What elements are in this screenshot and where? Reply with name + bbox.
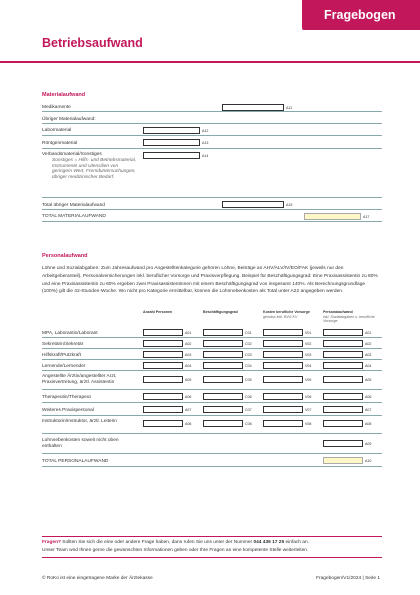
material-row-total-uebriger: [42, 198, 382, 210]
grad-input[interactable]: [203, 340, 243, 347]
notice-line2: Unser Team wird Ihnen gerne die gewünschten Informationen geben oder Ihre Fragen an eine kompetente Stelle weiterleiten.: [42, 548, 309, 553]
field-code: A13: [202, 141, 209, 145]
material-row-labormaterial: [42, 124, 382, 136]
grad-input[interactable]: [203, 406, 243, 413]
column-header-grad: Beschäftigungsgrad: [203, 310, 238, 314]
field-code: A08: [185, 422, 192, 426]
questions-notice: [42, 536, 382, 558]
grad-input[interactable]: [203, 329, 243, 336]
anzahl-input[interactable]: [143, 362, 183, 369]
field-code: C07: [245, 408, 252, 412]
title-divider: [0, 61, 420, 63]
material-section-title: Materialaufwand: [42, 92, 86, 98]
total-uebriger-input[interactable]: [222, 201, 284, 208]
field-code: A04: [185, 364, 192, 368]
row-label: Hilfskraft/Putzkraft: [42, 353, 81, 358]
grad-input[interactable]: [203, 351, 243, 358]
row-label: Total übriger Materialaufwand: [42, 203, 105, 208]
field-code: A14: [202, 154, 209, 158]
row-label: Angestellte Ärztin/angestellter Arzt, Praxisvertretung, ärztl. Assistentin: [42, 374, 117, 385]
lohnnebenkosten-input[interactable]: [323, 440, 363, 447]
grad-input[interactable]: [203, 393, 243, 400]
material-row-uebriger: [42, 112, 382, 124]
personalaufwand-input[interactable]: [323, 406, 363, 413]
row-label: Sekretärin/Sekretär: [42, 342, 84, 347]
row-label: [42, 152, 138, 181]
field-code: V06: [305, 395, 312, 399]
field-code: V05: [305, 378, 312, 382]
row-label: Übriger Materialaufwand:: [42, 117, 96, 122]
personal-row: [42, 327, 382, 338]
personalaufwand-input[interactable]: [323, 393, 363, 400]
row-label: MPA, Laborantin/Laborant: [42, 331, 98, 336]
field-code: V04: [305, 364, 312, 368]
personalaufwand-input[interactable]: [323, 362, 363, 369]
personalaufwand-input[interactable]: [323, 420, 363, 427]
row-label: Weiteres Praxispersonal: [42, 408, 94, 413]
notice-lead: Fragen?: [42, 540, 61, 545]
vorsorge-input[interactable]: [263, 329, 303, 336]
anzahl-input[interactable]: [143, 340, 183, 347]
lohnnebenkosten-row: [42, 434, 382, 454]
row-label: TOTAL PERSONALAUFWAND: [42, 459, 109, 464]
field-code: V07: [305, 408, 312, 412]
field-code: A15: [286, 203, 293, 207]
field-code: A07: [365, 408, 372, 412]
anzahl-input[interactable]: [143, 406, 183, 413]
personalaufwand-input[interactable]: [323, 340, 363, 347]
grad-input[interactable]: [203, 362, 243, 369]
labormaterial-input[interactable]: [143, 127, 200, 134]
personalaufwand-input[interactable]: [323, 376, 363, 383]
row-label: Röntgenmaterial: [42, 141, 78, 146]
field-code: A06: [185, 395, 192, 399]
personal-row: [42, 349, 382, 360]
row-label: Instruktorin/Instruktor, ärztl. Leiterin: [42, 419, 117, 424]
grad-input[interactable]: [203, 420, 243, 427]
personal-row: [42, 416, 382, 434]
field-code: A10: [365, 459, 372, 463]
field-code: A02: [185, 342, 192, 346]
field-code: A05: [365, 378, 372, 382]
vorsorge-input[interactable]: [263, 406, 303, 413]
vorsorge-input[interactable]: [263, 393, 303, 400]
field-code: A07: [185, 408, 192, 412]
form-type-label: Fragebogen: [324, 8, 396, 22]
field-code: A05: [185, 378, 192, 382]
vorsorge-input[interactable]: [263, 362, 303, 369]
verband-label: Verbandsmaterial/Sonstiges: [42, 152, 102, 157]
vorsorge-input[interactable]: [263, 420, 303, 427]
field-code: C06: [245, 395, 252, 399]
field-code: A03: [185, 353, 192, 357]
anzahl-input[interactable]: [143, 329, 183, 336]
personalaufwand-input[interactable]: [323, 351, 363, 358]
row-label: Therapeutin/Therapeut: [42, 395, 91, 400]
field-code: C01: [245, 331, 252, 335]
personalaufwand-input[interactable]: [323, 329, 363, 336]
field-code: C05: [245, 378, 252, 382]
material-row-roentgen: [42, 136, 382, 149]
personal-row: [42, 403, 382, 416]
material-row-total: [42, 210, 382, 222]
vorsorge-input[interactable]: [263, 376, 303, 383]
field-code: A01: [365, 331, 372, 335]
column-header-personalaufwand: Personalaufwand inkl. Sozialabgaben u. berufliche Vorsorge: [323, 310, 375, 324]
field-code: C08: [245, 422, 252, 426]
row-label: TOTAL MATERIALAUFWAND: [42, 214, 106, 219]
column-header-vorsorge: Kosten berufliche Vorsorge gemäss inkl. BVG KV: [263, 310, 310, 319]
vorsorge-input[interactable]: [263, 340, 303, 347]
column-header-anzahl: Anzahl Personen: [143, 310, 173, 314]
verband-note: Sonstiges = Hilfs- und Betriebsmaterial, Instrumente und Utensilien von geringem Wert, Fremduntersuchungen, übriger medizinischer Bedarf.: [52, 157, 137, 181]
field-code: A09: [365, 442, 372, 446]
field-code: A08: [365, 422, 372, 426]
personal-row: [42, 360, 382, 371]
form-type-tab: [302, 0, 420, 30]
field-code: A02: [365, 342, 372, 346]
personal-intro-text: Löhne und Sozialabgaben: Zum Jahresaufwand pro Angestelltenkategorie gehören Löhne, Beiträge an AHV/ALV/IV/EO/FAK (jeweils nur den Arbeitgeberanteil), Personalversicherungen inkl. beruflicher Vorsorge und Praxisverpflegung. Beispiel für Beschäftigungsgrad: Eine Praxisassistentin zu 80% und eine Praxisassistentin zu 60% ergeben zwei Praxisassistentinnen mit einem Beschäftigungsgrad von insgesamt 140%. Als Berechnungsgrundlage (100%) gilt die 42-Stunden-Woche. Wo nicht pro Kategorie ermittelbar, können die Lohnnebenkosten als Total unter A22 angegeben werden.: [42, 266, 378, 295]
field-code: C02: [245, 342, 252, 346]
phone-number: 044 436 17 25: [253, 540, 285, 545]
field-code: V08: [305, 422, 312, 426]
field-code: A12: [202, 129, 209, 133]
page-title: Betriebsaufwand: [42, 36, 143, 50]
anzahl-input[interactable]: [143, 376, 183, 383]
total-personalaufwand-input[interactable]: [323, 457, 363, 464]
field-code: V02: [305, 342, 312, 346]
field-code: A04: [365, 364, 372, 368]
vorsorge-input[interactable]: [263, 351, 303, 358]
footer-trademark: © RoKo ist eine eingetragene Marke der Ärztekasse: [42, 576, 153, 581]
row-label: Labormaterial: [42, 128, 72, 133]
field-code: A06: [365, 395, 372, 399]
roentgenmaterial-input[interactable]: [143, 139, 200, 146]
personal-section-title: Personalaufwand: [42, 253, 88, 259]
notice-text-end: einfach an.: [284, 540, 309, 545]
material-row-medikamente: [42, 102, 382, 112]
field-code: A17: [363, 215, 370, 219]
total-materialaufwand-input[interactable]: [304, 213, 361, 220]
personal-row: [42, 390, 382, 403]
field-code: V03: [305, 353, 312, 357]
field-code: C04: [245, 364, 252, 368]
field-code: A11: [286, 106, 293, 110]
verbandsmaterial-input[interactable]: [143, 152, 200, 159]
grad-input[interactable]: [203, 376, 243, 383]
notice-text: Sollten Sie sich die eine oder andere Frage haben, dann rufen Sie uns unter der Nummer: [60, 540, 254, 545]
anzahl-input[interactable]: [143, 393, 183, 400]
field-code: A03: [365, 353, 372, 357]
field-code: A01: [185, 331, 192, 335]
total-personalaufwand-row: [42, 454, 382, 467]
material-row-verband: [42, 149, 382, 198]
anzahl-input[interactable]: [143, 351, 183, 358]
field-code: V01: [305, 331, 312, 335]
medikamente-input[interactable]: [222, 104, 284, 111]
personal-row: [42, 371, 382, 390]
anzahl-input[interactable]: [143, 420, 183, 427]
row-label: Medikamente: [42, 105, 71, 110]
row-label: Lohnnebenkosten soweit nicht oben enthalten: [42, 438, 119, 449]
field-code: C03: [245, 353, 252, 357]
row-label: Lernende/Lernender: [42, 364, 86, 369]
footer-page-info: Fragebogen/V1/2024 | Seite 1: [316, 576, 380, 581]
personal-row: [42, 338, 382, 349]
